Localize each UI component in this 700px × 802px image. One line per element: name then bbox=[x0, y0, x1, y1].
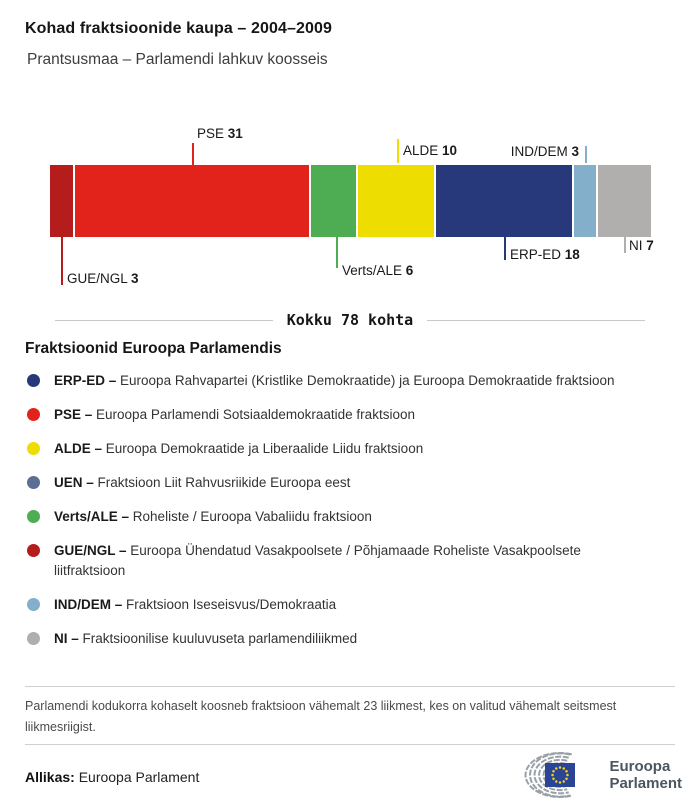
legend-group-name: ALDE – bbox=[54, 441, 106, 456]
callout-group-name: IND/DEM bbox=[510, 144, 572, 159]
bar-segment-ni bbox=[598, 165, 651, 237]
legend-dot-alde bbox=[27, 442, 40, 455]
callout-line-alde bbox=[397, 139, 399, 163]
legend-group-description: Fraktsioon Iseseisvus/Demokraatia bbox=[126, 597, 337, 612]
bar-segment-pse bbox=[75, 165, 309, 237]
callout-seat-count: 6 bbox=[405, 263, 414, 278]
callout-group-name: ERP-ED bbox=[510, 247, 565, 262]
callout-line-ind-dem bbox=[585, 146, 587, 163]
legend-dot-ind-dem bbox=[27, 598, 40, 611]
total-seats-label: Kokku 78 kohta bbox=[286, 311, 414, 329]
european-parliament-logo bbox=[512, 752, 682, 798]
footer-bottom-row bbox=[25, 752, 682, 798]
legend-group-name: PSE – bbox=[54, 407, 97, 422]
legend-group-description: Euroopa Rahvapartei (Kristlike Demokraatide) ja Euroopa Demokraatide fraktsioon bbox=[120, 373, 615, 388]
legend-dot-ni bbox=[27, 632, 40, 645]
callout-line-ni bbox=[624, 237, 626, 253]
callout-seat-count: 31 bbox=[227, 126, 243, 141]
legend-heading: Fraktsioonid Euroopa Parlamendis bbox=[25, 340, 282, 357]
legend-item-ni bbox=[27, 629, 670, 649]
legend-label bbox=[54, 439, 423, 459]
callout-group-name: Verts/ALE bbox=[342, 263, 406, 278]
callout-label-verts-ale bbox=[342, 263, 413, 278]
legend-dot-pse bbox=[27, 408, 40, 421]
legend-group-name: Verts/ALE – bbox=[54, 509, 133, 524]
callout-seat-count: 3 bbox=[131, 271, 139, 286]
source-line bbox=[25, 769, 199, 785]
legend-dot-uen bbox=[27, 476, 40, 489]
callout-label-erp-ed bbox=[510, 247, 580, 262]
source-value: Euroopa Parlament bbox=[78, 769, 200, 785]
legend-item-uen bbox=[27, 473, 670, 493]
callout-label-ind-dem bbox=[511, 144, 579, 159]
legend-item-alde bbox=[27, 439, 670, 459]
source-label: Allikas: bbox=[25, 769, 75, 785]
legend-label bbox=[54, 371, 615, 391]
footnote-text: Parlamendi kodukorra kohaselt koosneb fraktsioon vähemalt 23 liikmest, kes on valitud vähemalt seitsmest liikmesriigist. bbox=[25, 699, 617, 734]
divider-line-left bbox=[55, 320, 273, 321]
seats-bar bbox=[50, 165, 651, 237]
legend-label bbox=[54, 507, 372, 527]
logo-text bbox=[609, 758, 682, 792]
legend-group-description: Fraktsioonilise kuuluvuseta parlamendiliikmed bbox=[82, 631, 358, 646]
callout-label-ni bbox=[629, 238, 654, 253]
legend-group-name: IND/DEM – bbox=[54, 597, 127, 612]
legend-item-gue-ngl bbox=[27, 541, 670, 581]
footnote bbox=[25, 686, 675, 738]
legend-group-description: Fraktsioon Liit Rahvusriikide Euroopa eest bbox=[97, 475, 351, 490]
bar-segment-ind-dem bbox=[574, 165, 597, 237]
callout-label-gue-ngl bbox=[67, 271, 139, 286]
legend-dot-verts-ale bbox=[27, 510, 40, 523]
callout-group-name: GUE/NGL bbox=[67, 271, 132, 286]
legend-group-description: Euroopa Parlamendi Sotsiaaldemokraatide fraktsioon bbox=[96, 407, 415, 422]
legend-label bbox=[54, 595, 336, 615]
legend-dot-erp-ed bbox=[27, 374, 40, 387]
callout-seat-count: 18 bbox=[564, 247, 580, 262]
callout-seat-count: 7 bbox=[646, 238, 654, 253]
legend-group-name: NI – bbox=[54, 631, 83, 646]
callout-group-name: NI bbox=[629, 238, 647, 253]
callout-line-erp-ed bbox=[504, 237, 506, 260]
callout-line-pse bbox=[192, 143, 194, 165]
bar-segment-alde bbox=[358, 165, 434, 237]
page-title: Kohad fraktsioonide kaupa – 2004–2009 bbox=[25, 20, 332, 37]
legend-item-ind-dem bbox=[27, 595, 670, 615]
logo-text-line2: Parlament bbox=[609, 775, 682, 792]
footer-divider bbox=[25, 744, 675, 745]
legend-label bbox=[54, 541, 632, 581]
seats-chart bbox=[0, 110, 700, 310]
legend-label bbox=[54, 473, 350, 493]
legend-group-description: Euroopa Demokraatide ja Liberaalide Liidu fraktsioon bbox=[105, 441, 424, 456]
hemicycle-eu-flag-icon bbox=[512, 752, 600, 798]
bar-segment-erp-ed bbox=[436, 165, 572, 237]
legend-item-verts-ale bbox=[27, 507, 670, 527]
bar-segment-verts-ale bbox=[311, 165, 356, 237]
callout-group-name: ALDE bbox=[403, 143, 443, 158]
callout-label-alde bbox=[403, 143, 457, 158]
callout-line-verts-ale bbox=[336, 237, 338, 268]
legend-group-name: GUE/NGL – bbox=[54, 543, 131, 558]
legend-label bbox=[54, 629, 357, 649]
logo-text-line1: Euroopa bbox=[609, 758, 671, 775]
callout-line-gue-ngl bbox=[61, 237, 63, 285]
callout-seat-count: 10 bbox=[442, 143, 458, 158]
callout-seat-count: 3 bbox=[571, 144, 579, 159]
legend-dot-gue-ngl bbox=[27, 544, 40, 557]
callout-label-pse bbox=[197, 126, 243, 141]
divider-line-right bbox=[427, 320, 645, 321]
callout-group-name: PSE bbox=[197, 126, 228, 141]
legend-group-name: UEN – bbox=[54, 475, 98, 490]
legend-item-pse bbox=[27, 405, 670, 425]
legend-item-erp-ed bbox=[27, 371, 670, 391]
bar-segment-gue-ngl bbox=[50, 165, 73, 237]
page-subtitle: Prantsusmaa – Parlamendi lahkuv koosseis bbox=[27, 51, 328, 68]
total-divider bbox=[55, 311, 645, 329]
legend-group-description: Roheliste / Euroopa Vabaliidu fraktsioon bbox=[132, 509, 372, 524]
legend-label bbox=[54, 405, 415, 425]
legend-group-name: ERP-ED – bbox=[54, 373, 121, 388]
legend bbox=[27, 371, 670, 663]
legend-group-description: Euroopa Ühendatud Vasakpoolsete / Põhjamaade Roheliste Vasakpoolsete liitfraktsioon bbox=[54, 543, 581, 578]
